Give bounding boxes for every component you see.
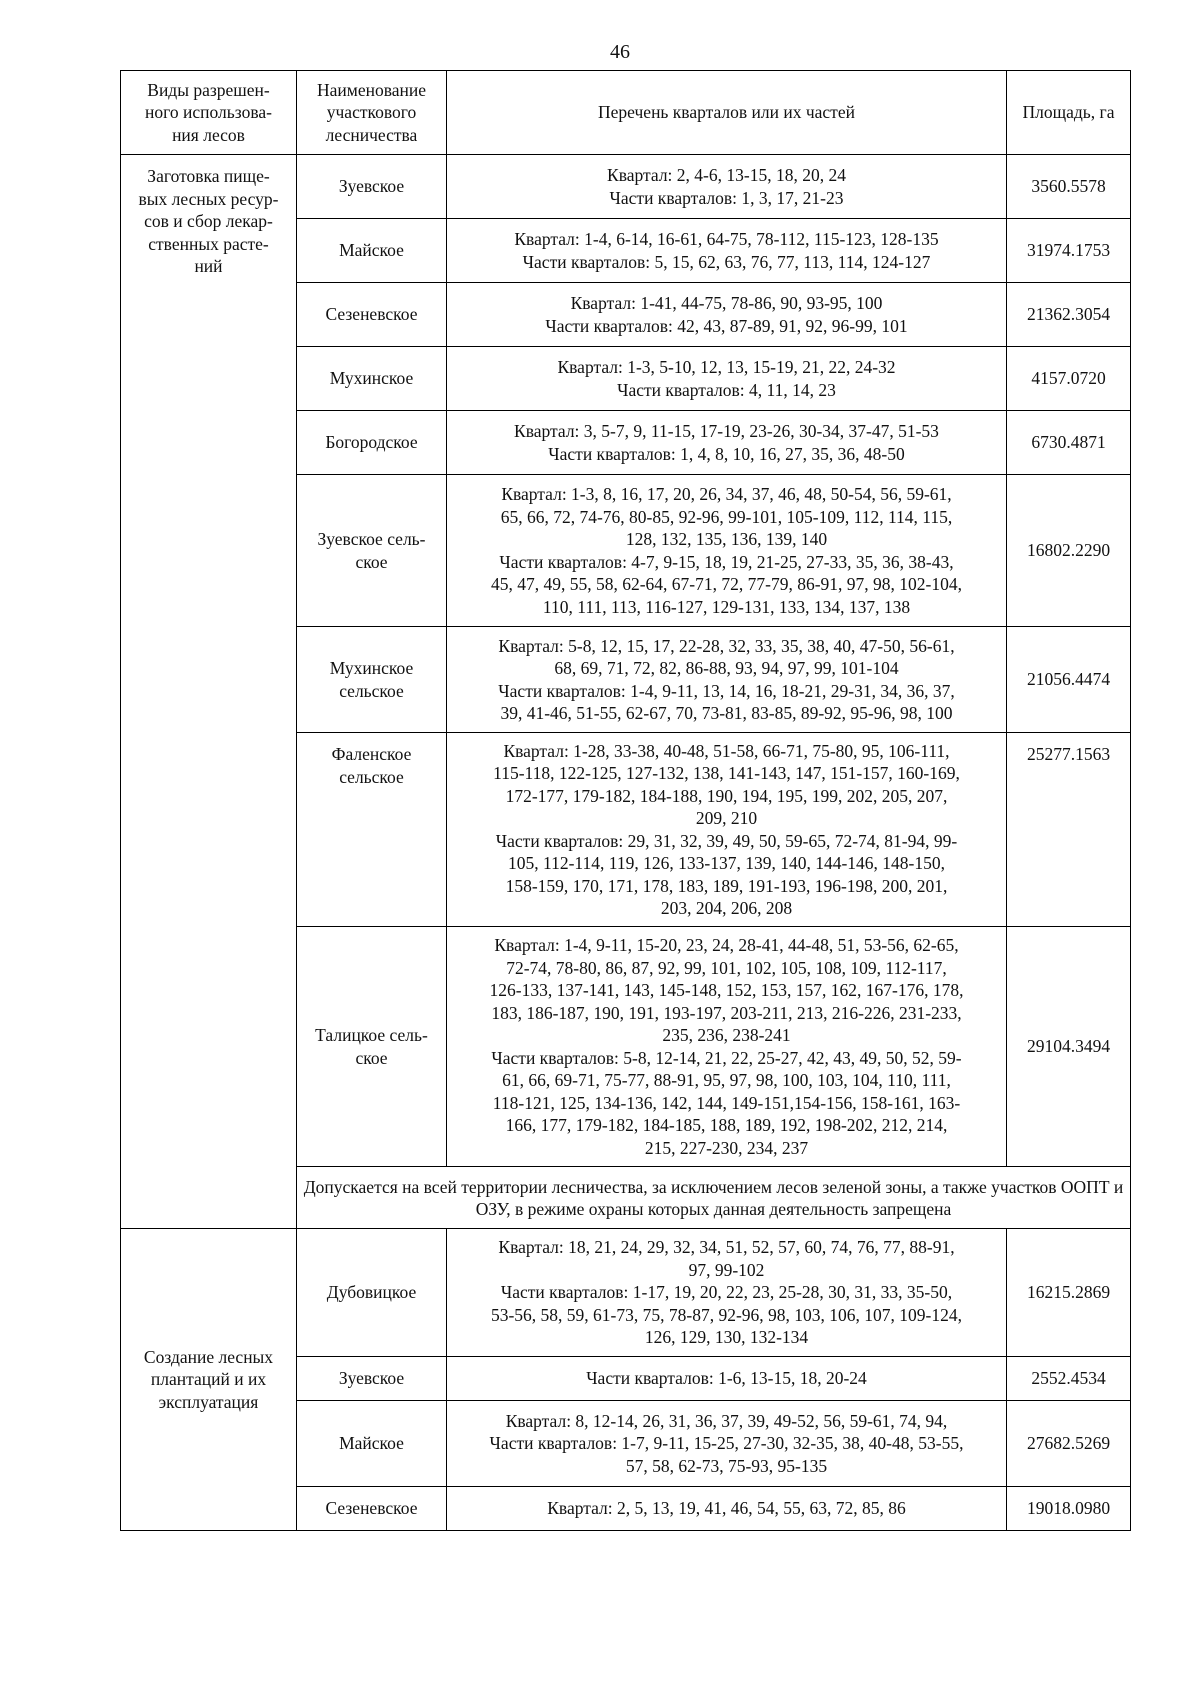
quarters-cell: [447, 1401, 1007, 1487]
quarters-line: Квартал: 5-8, 12, 15, 17, 22-28, 32, 33, 35, 38, 40, 47-50, 56-61,: [498, 635, 955, 656]
note-text: Допускается на всей территории лесничества, за исключением лесов зеленой зоны, а также участков ООПТ и ОЗУ, в режиме охраны которых данная деятельность запрещена: [297, 1167, 1131, 1229]
use-type-line: эксплуатация: [158, 1391, 259, 1412]
header-quarters: Перечень кварталов или их частей: [447, 71, 1007, 155]
quarters-line: 97, 99-102: [688, 1259, 765, 1280]
quarters-line: Квартал: 1-4, 6-14, 16-61, 64-75, 78-112, 115-123, 128-135: [514, 229, 939, 249]
quarters-cell: [447, 475, 1007, 627]
forestry-name: Сезеневское: [325, 304, 418, 325]
table-row: [121, 1229, 1131, 1357]
forestry-name: ское: [355, 1047, 388, 1068]
forestry-name: Мухинское: [329, 658, 414, 678]
use-type-line: сов и сбор лекар-: [144, 211, 273, 231]
quarters-line: 39, 41-46, 51-55, 62-67, 70, 73-81, 83-85, 89-92, 95-96, 98, 100: [500, 703, 953, 723]
quarters-line: Части кварталов: 29, 31, 32, 39, 49, 50, 59-65, 72-74, 81-94, 99-: [495, 830, 958, 851]
use-type-line: ственных расте-: [148, 233, 269, 254]
header-use-type-line: ния лесов: [172, 124, 245, 145]
forestry-cell: [297, 155, 447, 219]
quarters-line: 209, 210: [695, 808, 758, 828]
area-cell: 29104.3494: [1007, 927, 1131, 1167]
quarters-line: 118-121, 125, 134-136, 142, 144, 149-151,154-156, 158-161, 163-: [492, 1092, 961, 1113]
forestry-cell: [297, 1357, 447, 1401]
area-cell: 3560.5578: [1007, 155, 1131, 219]
quarters-line: 235, 236, 238-241: [662, 1025, 791, 1045]
forestry-name: Богородское: [325, 432, 418, 453]
use-type-line: плантаций и их: [150, 1369, 267, 1390]
quarters-line: Части кварталов: 1, 3, 17, 21-23: [609, 187, 844, 208]
forestry-name: Зуевское: [338, 1368, 405, 1389]
use-type-line: ний: [194, 256, 223, 276]
quarters-line: 57, 58, 62-73, 75-93, 95-135: [625, 1455, 828, 1476]
header-forestry-line: Наименование: [316, 79, 427, 100]
header-row: [121, 71, 1131, 155]
quarters-line: 53-56, 58, 59, 61-73, 75, 78-87, 92-96, 98, 103, 106, 107, 109-124,: [490, 1304, 962, 1325]
forestry-cell: [297, 283, 447, 347]
quarters-line: Части кварталов: 1-7, 9-11, 15-25, 27-30, 32-35, 38, 40-48, 53-55,: [489, 1433, 964, 1454]
forest-use-table: [120, 70, 1131, 1531]
area-cell: 25277.1563: [1007, 733, 1131, 927]
forestry-cell: [297, 627, 447, 733]
quarters-line: 72-74, 78-80, 86, 87, 92, 99, 101, 102, 105, 108, 109, 112-117,: [506, 957, 947, 978]
header-area: Площадь, га: [1007, 71, 1131, 155]
area-cell: 6730.4871: [1007, 411, 1131, 475]
quarters-line: 158-159, 170, 171, 178, 183, 189, 191-193, 196-198, 200, 201,: [505, 875, 948, 896]
quarters-line: 166, 177, 179-182, 184-185, 188, 189, 192, 198-202, 212, 214,: [505, 1115, 948, 1135]
table-row: [121, 155, 1131, 219]
area-cell: 31974.1753: [1007, 219, 1131, 283]
quarters-cell: [447, 733, 1007, 927]
header-use-type-line: ного использова-: [145, 102, 272, 123]
forestry-name: сельское: [339, 766, 404, 787]
quarters-line: Квартал: 3, 5-7, 9, 11-15, 17-19, 23-26, 30-34, 37-47, 51-53: [514, 421, 939, 441]
quarters-line: Части кварталов: 1-6, 13-15, 18, 20-24: [586, 1368, 867, 1389]
forestry-cell: [297, 1401, 447, 1487]
quarters-line: Квартал: 2, 5, 13, 19, 41, 46, 54, 55, 63, 72, 85, 86: [547, 1498, 906, 1519]
quarters-line: Квартал: 1-28, 33-38, 40-48, 51-58, 66-71, 75-80, 95, 106-111,: [503, 740, 950, 761]
quarters-line: Части кварталов: 42, 43, 87-89, 91, 92, 96-99, 101: [545, 315, 908, 336]
forestry-name: Мухинское: [329, 368, 414, 389]
forestry-name: сельское: [339, 680, 404, 701]
area-cell: 27682.5269: [1007, 1401, 1131, 1487]
quarters-line: Квартал: 1-3, 8, 16, 17, 20, 26, 34, 37, 46, 48, 50-54, 56, 59-61,: [501, 484, 952, 504]
quarters-line: Части кварталов: 4-7, 9-15, 18, 19, 21-25, 27-33, 35, 36, 38-43,: [499, 551, 954, 572]
quarters-line: 172-177, 179-182, 184-188, 190, 194, 195, 199, 202, 205, 207,: [505, 785, 948, 806]
quarters-cell: [447, 219, 1007, 283]
area-cell: 16802.2290: [1007, 475, 1131, 627]
quarters-cell: [447, 1487, 1007, 1531]
forestry-cell: [297, 1229, 447, 1357]
quarters-line: Квартал: 2, 4-6, 13-15, 18, 20, 24: [607, 165, 846, 185]
use-type-line: вых лесных ресур-: [138, 188, 279, 209]
quarters-line: Квартал: 18, 21, 24, 29, 32, 34, 51, 52, 57, 60, 74, 76, 77, 88-91,: [498, 1237, 955, 1258]
quarters-line: 45, 47, 49, 55, 58, 62-64, 67-71, 72, 77-79, 86-91, 97, 98, 102-104,: [490, 574, 962, 594]
quarters-line: Части кварталов: 1-4, 9-11, 13, 14, 16, 18-21, 29-31, 34, 36, 37,: [498, 680, 955, 701]
forestry-name: Зуевское сель-: [317, 529, 426, 549]
quarters-cell: [447, 283, 1007, 347]
area-cell: 21056.4474: [1007, 627, 1131, 733]
header-use-type-line: Виды разрешен-: [147, 79, 270, 100]
quarters-line: Квартал: 8, 12-14, 26, 31, 36, 37, 39, 49-52, 56, 59-61, 74, 94,: [505, 1410, 948, 1431]
header-forestry-name: [297, 71, 447, 155]
quarters-cell: [447, 1357, 1007, 1401]
quarters-line: 68, 69, 71, 72, 82, 86-88, 93, 94, 97, 99, 101-104: [554, 658, 899, 678]
quarters-cell: [447, 927, 1007, 1167]
quarters-line: 105, 112-114, 119, 126, 133-137, 139, 140, 144-146, 148-150,: [508, 853, 945, 873]
use-type-line: Заготовка пище-: [147, 166, 270, 186]
forestry-cell: [297, 219, 447, 283]
area-cell: 21362.3054: [1007, 283, 1131, 347]
quarters-line: 115-118, 122-125, 127-132, 138, 141-143, 147, 151-157, 160-169,: [493, 763, 960, 783]
forestry-cell: [297, 733, 447, 927]
quarters-cell: [447, 347, 1007, 411]
quarters-line: 203, 204, 206, 208: [660, 898, 793, 918]
quarters-line: Части кварталов: 5-8, 12-14, 21, 22, 25-27, 42, 43, 49, 50, 52, 59-: [491, 1047, 962, 1068]
header-forestry-line: лесничества: [325, 124, 418, 145]
quarters-line: Части кварталов: 5, 15, 62, 63, 76, 77, 113, 114, 124-127: [522, 251, 931, 272]
quarters-line: Квартал: 1-3, 5-10, 12, 13, 15-19, 21, 22, 24-32: [557, 357, 896, 377]
area-cell: 19018.0980: [1007, 1487, 1131, 1531]
forestry-name: ское: [355, 551, 388, 572]
header-forestry-line: участкового: [326, 102, 417, 123]
use-type-line: Создание лесных: [143, 1346, 274, 1367]
area-cell: 4157.0720: [1007, 347, 1131, 411]
quarters-line: 126-133, 137-141, 143, 145-148, 152, 153, 157, 162, 167-176, 178,: [489, 980, 964, 1000]
page-number: 46: [610, 41, 630, 63]
quarters-cell: [447, 155, 1007, 219]
forestry-name: Зуевское: [338, 176, 405, 197]
use-type-cell: [121, 1229, 297, 1531]
forestry-name: Дубовицкое: [326, 1282, 417, 1303]
quarters-line: 110, 111, 113, 116-127, 129-131, 133, 134, 137, 138: [542, 596, 911, 617]
forestry-cell: [297, 347, 447, 411]
quarters-line: Части кварталов: 4, 11, 14, 23: [617, 379, 836, 400]
area-cell: 16215.2869: [1007, 1229, 1131, 1357]
quarters-line: 215, 227-230, 234, 237: [644, 1137, 809, 1158]
forestry-name: Майское: [339, 1433, 404, 1454]
quarters-cell: [447, 1229, 1007, 1357]
forestry-cell: [297, 475, 447, 627]
quarters-line: 183, 186-187, 190, 191, 193-197, 203-211, 213, 216-226, 231-233,: [491, 1002, 962, 1023]
forestry-name: Талицкое сель-: [315, 1025, 428, 1045]
quarters-line: Квартал: 1-4, 9-11, 15-20, 23, 24, 28-41, 44-48, 51, 53-56, 62-65,: [494, 935, 959, 955]
forestry-name: Фаленское: [331, 744, 412, 764]
header-use-type: [121, 71, 297, 155]
quarters-cell: [447, 627, 1007, 733]
forestry-name: Майское: [339, 240, 404, 261]
quarters-line: Части кварталов: 1-17, 19, 20, 22, 23, 25-28, 30, 31, 33, 35-50,: [500, 1282, 953, 1303]
forestry-cell: [297, 927, 447, 1167]
use-type-cell: [121, 155, 297, 1229]
area-cell: 2552.4534: [1007, 1357, 1131, 1401]
quarters-line: 65, 66, 72, 74-76, 80-85, 92-96, 99-101, 105-109, 112, 114, 115,: [500, 506, 953, 527]
quarters-line: 128, 132, 135, 136, 139, 140: [625, 529, 828, 549]
quarters-line: Квартал: 1-41, 44-75, 78-86, 90, 93-95, 100: [570, 293, 883, 313]
forestry-cell: [297, 411, 447, 475]
quarters-line: Части кварталов: 1, 4, 8, 10, 16, 27, 35, 36, 48-50: [548, 443, 905, 464]
quarters-cell: [447, 411, 1007, 475]
forestry-cell: [297, 1487, 447, 1531]
quarters-line: 61, 66, 69-71, 75-77, 88-91, 95, 97, 98, 100, 103, 104, 110, 111,: [502, 1070, 951, 1090]
forestry-name: Сезеневское: [325, 1498, 418, 1519]
quarters-line: 126, 129, 130, 132-134: [644, 1327, 809, 1348]
